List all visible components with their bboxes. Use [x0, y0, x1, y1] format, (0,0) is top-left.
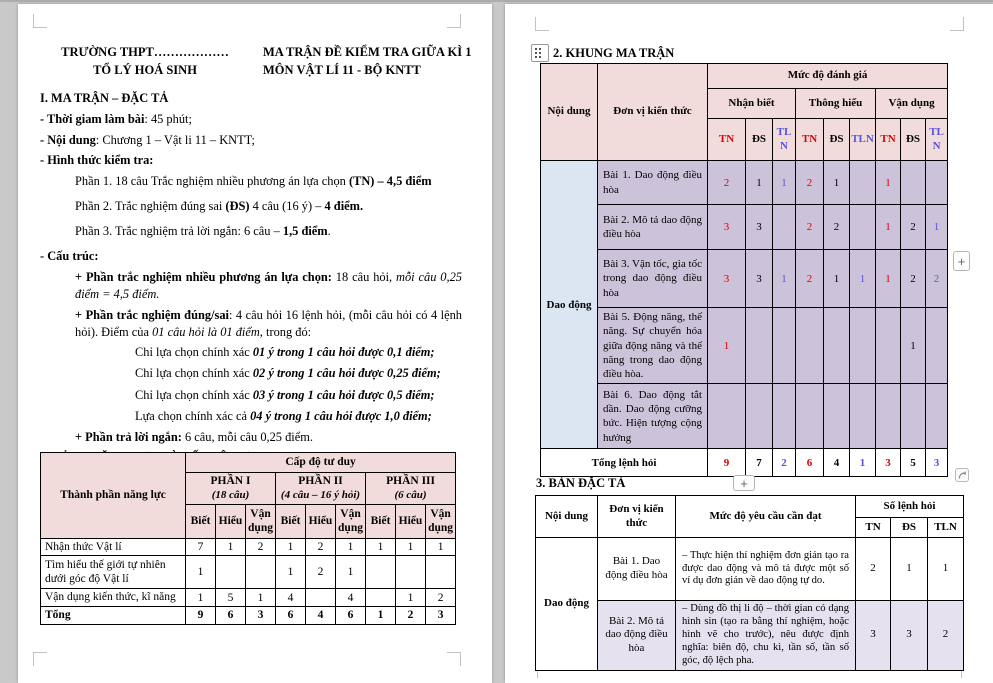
unit-label: Bài 5. Động năng, thế năng. Sự chuyển hóa giữa động năng và thế năng trong dao động điều hòa.: [598, 308, 708, 384]
total-cell: 9: [708, 449, 746, 477]
matrix-row: [541, 161, 948, 205]
count-cell: 1: [850, 250, 876, 308]
matrix-table-body: [541, 161, 948, 477]
text-segment: Phần 3. Trắc nghiệm trả lời ngắn: 6 câu –: [75, 224, 283, 239]
total-cell: 4: [306, 606, 336, 624]
count-cell: 3: [746, 205, 773, 250]
text-segment: .: [327, 224, 331, 239]
paragraph: [75, 198, 462, 215]
header-row: [536, 496, 964, 518]
total-cell: 3: [246, 606, 276, 624]
matrix-row: [541, 308, 948, 384]
unit-label: Bài 6. Dao động tắt dần. Dao động cưỡng bức. Hiện tượng cộng hưởng: [598, 384, 708, 449]
total-cell: 2: [396, 606, 426, 624]
question-type-header: TLN: [926, 119, 948, 161]
level-header: Vận dụng: [876, 89, 948, 119]
count-cell: 2: [306, 539, 336, 556]
total-cell: 5: [901, 449, 926, 477]
requirement-cell: – Thực hiện thí nghiệm đơn giản tạo ra được dao động và mô tả được một số ví dụ đơn giản về dao động tự do.: [676, 538, 856, 601]
competency-row: [41, 539, 456, 556]
paragraph: [135, 387, 462, 404]
count-cell: 4: [336, 589, 366, 606]
count-cell: 1: [928, 538, 964, 601]
unit-cell: Bài 2. Mô tả dao động điều hòa: [598, 601, 676, 671]
competency-table-head: [41, 453, 456, 539]
paragraph: [40, 111, 462, 128]
table-move-handle-icon[interactable]: [531, 44, 549, 62]
text-segment: + Phần trắc nghiệm đúng/sai: [75, 307, 229, 322]
paragraph: [40, 90, 462, 107]
question-type-header: TN: [876, 119, 901, 161]
part-name: PHẦN III: [386, 475, 435, 487]
text-segment: Chỉ lựa chọn chính xác: [135, 345, 253, 360]
count-cell: 1: [876, 161, 901, 205]
header-row: [541, 64, 948, 89]
total-cell: 1: [850, 449, 876, 477]
group-header: Cấp độ tư duy: [186, 453, 456, 473]
count-cell: 2: [824, 205, 850, 250]
count-cell: 5: [216, 589, 246, 606]
count-cell: [824, 384, 850, 449]
count-cell: [746, 384, 773, 449]
margin-corner-mark: [33, 14, 47, 28]
count-cell: 1: [216, 539, 246, 556]
count-cell: 2: [926, 250, 948, 308]
margin-corner-mark: [33, 652, 47, 666]
corner-header: Thành phần năng lực: [41, 453, 186, 539]
text-segment: trong đó:: [262, 324, 312, 339]
text-segment: - Hình thức kiểm tra:: [40, 153, 154, 168]
text-segment: Chỉ lựa chọn chính xác: [135, 366, 253, 381]
topic-cell: Dao động: [536, 538, 598, 671]
paragraph: [135, 408, 462, 425]
document-page-2: [505, 4, 993, 683]
drag-dots-icon: [535, 48, 537, 50]
content-header: Nội dung: [536, 496, 598, 538]
text-segment: - Nội dung: [40, 132, 96, 147]
text-segment: 4 câu (16 ý) –: [249, 199, 325, 214]
section2-title: 2. KHUNG MA TRẬN: [553, 46, 675, 60]
level-header: Biết: [366, 505, 396, 539]
count-cell: 2: [306, 556, 336, 589]
level-header: Hiểu: [306, 505, 336, 539]
matrix-row: [541, 384, 948, 449]
count-cell: 1: [708, 308, 746, 384]
question-type-header: ĐS: [746, 119, 773, 161]
part-name: PHẦN I: [210, 475, 251, 487]
insert-column-plus-button[interactable]: [953, 251, 970, 271]
text-segment: - Cấu trúc:: [40, 249, 99, 264]
count-cell: 3: [856, 601, 891, 671]
section3-title: 3. BẢN ĐẶC TẢ: [536, 476, 626, 490]
window-top-edge: [0, 0, 993, 2]
assessment-level-header: Mức độ đánh giá: [708, 64, 948, 89]
total-cell: 6: [276, 606, 306, 624]
count-cell: 1: [426, 539, 456, 556]
level-header: Thông hiểu: [796, 89, 876, 119]
table-resize-handle-icon[interactable]: [955, 468, 969, 482]
total-cell: 6: [796, 449, 824, 477]
count-cell: [366, 589, 396, 606]
text-segment: I. MA TRẬN – ĐẶC TẢ: [40, 91, 169, 105]
count-cell: [366, 556, 396, 589]
count-cell: [926, 161, 948, 205]
paragraph: [75, 223, 462, 240]
part-header: [276, 473, 366, 505]
text-segment: 1,5 điểm: [282, 224, 328, 239]
text-segment: + Phần trắc nghiệm nhiều phương án lựa chọn:: [75, 269, 332, 284]
count-cell: 1: [891, 538, 928, 601]
text-segment: 18 câu hỏi,: [331, 269, 397, 284]
part-subtitle: (6 câu): [394, 488, 427, 501]
department-name: TỔ LÝ HOÁ SINH: [93, 62, 197, 77]
matrix-row: [541, 205, 948, 250]
competency-table-body: [41, 539, 456, 625]
text-segment: : Chương 1 – Vật li 11 – KNTT;: [95, 132, 255, 147]
text-segment: Phần 2. Trắc nghiệm đúng sai: [75, 199, 226, 214]
count-cell: 1: [876, 205, 901, 250]
competency-row: [41, 589, 456, 606]
count-cell: 2: [796, 250, 824, 308]
count-cell: 1: [276, 539, 306, 556]
count-cell: 1: [773, 250, 796, 308]
text-segment: 02 ý trong 1 câu hỏi được 0,25 điểm;: [252, 366, 441, 381]
paragraph: [135, 344, 462, 361]
count-cell: 1: [901, 308, 926, 384]
text-segment: (TN) – 4,5 điểm: [348, 173, 432, 188]
count-cell: [876, 384, 901, 449]
text-segment: mỗi câu 0,25 điểm = 4,5 điểm.: [75, 269, 462, 301]
count-cell: 3: [708, 250, 746, 308]
question-type-header: ĐS: [824, 119, 850, 161]
count-cell: 4: [276, 589, 306, 606]
margin-corner-mark: [950, 17, 964, 31]
count-cell: [773, 308, 796, 384]
question-type-header: TLN: [773, 119, 796, 161]
total-row: [41, 606, 456, 624]
insert-row-plus-button[interactable]: [733, 475, 755, 491]
level-header: Hiểu: [216, 505, 246, 539]
content-header: Nội dung: [541, 64, 598, 161]
total-cell: 3: [876, 449, 901, 477]
count-cell: 1: [186, 589, 216, 606]
text-segment: 4 điểm.: [324, 199, 364, 214]
count-cell: 1: [396, 589, 426, 606]
question-type-header: TLN: [928, 518, 964, 538]
count-cell: 2: [856, 538, 891, 601]
text-segment: 01 câu hỏi là 01 điểm,: [152, 324, 263, 339]
count-cell: 1: [246, 589, 276, 606]
matrix-table-head: [541, 64, 948, 161]
count-cell: 1: [824, 250, 850, 308]
count-cell: [901, 161, 926, 205]
count-cell: [796, 308, 824, 384]
part-subtitle: (4 câu – 16 ý hỏi): [280, 488, 361, 501]
school-header: [55, 44, 235, 79]
paragraph: [75, 307, 462, 341]
question-type-header: TN: [796, 119, 824, 161]
total-cell: 3: [426, 606, 456, 624]
competency-row: [41, 556, 456, 589]
total-row: [541, 449, 948, 477]
text-segment: Lựa chọn chính xác cả: [135, 408, 251, 423]
unit-label: Bài 1. Dao động điều hòa: [598, 161, 708, 205]
matrix-row: [541, 250, 948, 308]
total-label: Tổng: [41, 606, 186, 624]
spec-table-head: [536, 496, 964, 538]
text-segment: 6 câu, mỗi câu 0,25 điểm.: [181, 429, 313, 444]
question-count-header: Số lệnh hỏi: [856, 496, 964, 518]
total-cell: 6: [336, 606, 366, 624]
count-cell: [708, 384, 746, 449]
exam-title-header: [263, 44, 471, 79]
text-segment: + Phần trả lời ngắn:: [75, 429, 182, 444]
spec-row: [536, 538, 964, 601]
text-segment: 01 ý trong 1 câu hỏi được 0,1 điểm;: [252, 345, 435, 360]
count-cell: 7: [186, 539, 216, 556]
count-cell: [773, 384, 796, 449]
count-cell: 2: [796, 205, 824, 250]
unit-header: Đơn vị kiến thức: [598, 64, 708, 161]
requirement-cell: – Dùng đồ thị li độ – thời gian có dạng hình sin (tạo ra bằng thí nghiệm, hoặc hình vẽ cho trước), nêu được định nghĩa: biên độ, chu kì, tần số, tần số góc, độ lệch pha.: [676, 601, 856, 671]
text-segment: - Thời giam làm bài: [40, 112, 145, 127]
curved-arrow-icon: [958, 471, 967, 480]
paragraph: [75, 269, 462, 303]
total-cell: 6: [216, 606, 246, 624]
count-cell: 1: [366, 539, 396, 556]
count-cell: [773, 205, 796, 250]
count-cell: 2: [901, 205, 926, 250]
level-header: Vận dụng: [336, 505, 366, 539]
margin-corner-mark: [447, 652, 461, 666]
margin-corner-mark: [535, 17, 549, 31]
question-type-header: TLN: [850, 119, 876, 161]
level-header: Nhận biết: [708, 89, 796, 119]
competency-label: Vận dụng kiến thức, kĩ năng: [41, 589, 186, 606]
spec-table-body: [536, 538, 964, 671]
count-cell: [246, 556, 276, 589]
plus-icon: +: [740, 475, 748, 491]
count-cell: 2: [246, 539, 276, 556]
level-header: Biết: [276, 505, 306, 539]
count-cell: 3: [708, 205, 746, 250]
count-cell: [926, 308, 948, 384]
count-cell: [876, 308, 901, 384]
level-header: Hiểu: [396, 505, 426, 539]
count-cell: [796, 384, 824, 449]
competency-table: [40, 452, 456, 625]
plus-icon: +: [957, 253, 966, 269]
count-cell: 1: [276, 556, 306, 589]
paragraph: [40, 248, 462, 265]
unit-cell: Bài 1. Dao động điều hòa: [598, 538, 676, 601]
part-name: PHẦN II: [298, 475, 343, 487]
paragraph: [75, 429, 462, 446]
count-cell: 1: [876, 250, 901, 308]
text-segment: 04 ý trong 1 câu hỏi được 1,0 điểm;: [250, 408, 432, 423]
count-cell: [850, 384, 876, 449]
level-header: Vận dụng: [246, 505, 276, 539]
level-header: Vận dụng: [426, 505, 456, 539]
text-segment: : 4 câu hỏi 16 lệnh hỏi, (mỗi câu hỏi có 4 lệnh hỏi). Điểm của: [75, 307, 462, 339]
total-cell: 3: [926, 449, 948, 477]
spec-table: [535, 495, 964, 671]
topic-cell: Dao động: [541, 161, 598, 449]
competency-label: Tìm hiểu thế giới tự nhiên dưới góc độ Vật lí: [41, 556, 186, 589]
text-segment: : 45 phút;: [144, 112, 192, 127]
requirement-header: Mức độ yêu cầu cần đạt: [676, 496, 856, 538]
count-cell: 1: [336, 556, 366, 589]
part-subtitle: (18 câu): [211, 488, 250, 501]
question-type-header: TN: [708, 119, 746, 161]
text-segment: Chỉ lựa chọn chính xác: [135, 387, 253, 402]
count-cell: 2: [708, 161, 746, 205]
paragraph: [40, 132, 462, 149]
competency-label: Nhận thức Vật lí: [41, 539, 186, 556]
text-segment: 03 ý trong 1 câu hỏi được 0,5 điểm;: [252, 387, 435, 402]
count-cell: [850, 205, 876, 250]
count-cell: 2: [928, 601, 964, 671]
unit-header: Đơn vị kiến thức: [598, 496, 676, 538]
paragraph: [135, 365, 462, 382]
count-cell: [216, 556, 246, 589]
count-cell: 1: [186, 556, 216, 589]
unit-label: Bài 3. Vận tốc, gia tốc trong dao động điều hòa: [598, 250, 708, 308]
total-cell: 7: [746, 449, 773, 477]
part-header: [366, 473, 456, 505]
text-segment: Phần 1. 18 câu Trắc nghiệm nhiều phương án lựa chọn: [75, 173, 349, 188]
document-page-1: [18, 4, 492, 683]
header-row: [41, 453, 456, 473]
count-cell: 1: [773, 161, 796, 205]
text-segment: (ĐS): [225, 199, 250, 214]
unit-label: Bài 2. Mô tả dao động điều hòa: [598, 205, 708, 250]
count-cell: [396, 556, 426, 589]
level-header: Biết: [186, 505, 216, 539]
margin-corner-mark: [447, 14, 461, 28]
count-cell: [426, 556, 456, 589]
count-cell: [926, 384, 948, 449]
question-type-header: ĐS: [901, 119, 926, 161]
count-cell: 1: [396, 539, 426, 556]
paragraph: [75, 173, 462, 190]
question-type-header: TN: [856, 518, 891, 538]
count-cell: [850, 308, 876, 384]
count-cell: [901, 384, 926, 449]
total-label: Tổng lệnh hỏi: [541, 449, 708, 477]
page1-paragraphs: [40, 90, 462, 470]
school-name: TRƯỜNG THPT………………: [61, 45, 229, 59]
count-cell: 1: [824, 161, 850, 205]
count-cell: 1: [926, 205, 948, 250]
exam-title-line1: MA TRẬN ĐỀ KIỂM TRA GIỮA KÌ 1: [263, 45, 472, 59]
matrix-table: [540, 63, 948, 477]
count-cell: 2: [901, 250, 926, 308]
question-type-header: ĐS: [891, 518, 928, 538]
paragraph: [40, 152, 462, 169]
count-cell: 1: [336, 539, 366, 556]
count-cell: [850, 161, 876, 205]
count-cell: 3: [891, 601, 928, 671]
part-header: [186, 473, 276, 505]
count-cell: 2: [426, 589, 456, 606]
total-cell: 2: [773, 449, 796, 477]
spec-row: [536, 601, 964, 671]
total-cell: 9: [186, 606, 216, 624]
total-cell: 4: [824, 449, 850, 477]
exam-title-line2: MÔN VẬT LÍ 11 - BỘ KNTT: [263, 62, 421, 77]
count-cell: [746, 308, 773, 384]
count-cell: [306, 589, 336, 606]
count-cell: 1: [746, 161, 773, 205]
count-cell: [824, 308, 850, 384]
count-cell: 3: [746, 250, 773, 308]
count-cell: 2: [796, 161, 824, 205]
total-cell: 1: [366, 606, 396, 624]
